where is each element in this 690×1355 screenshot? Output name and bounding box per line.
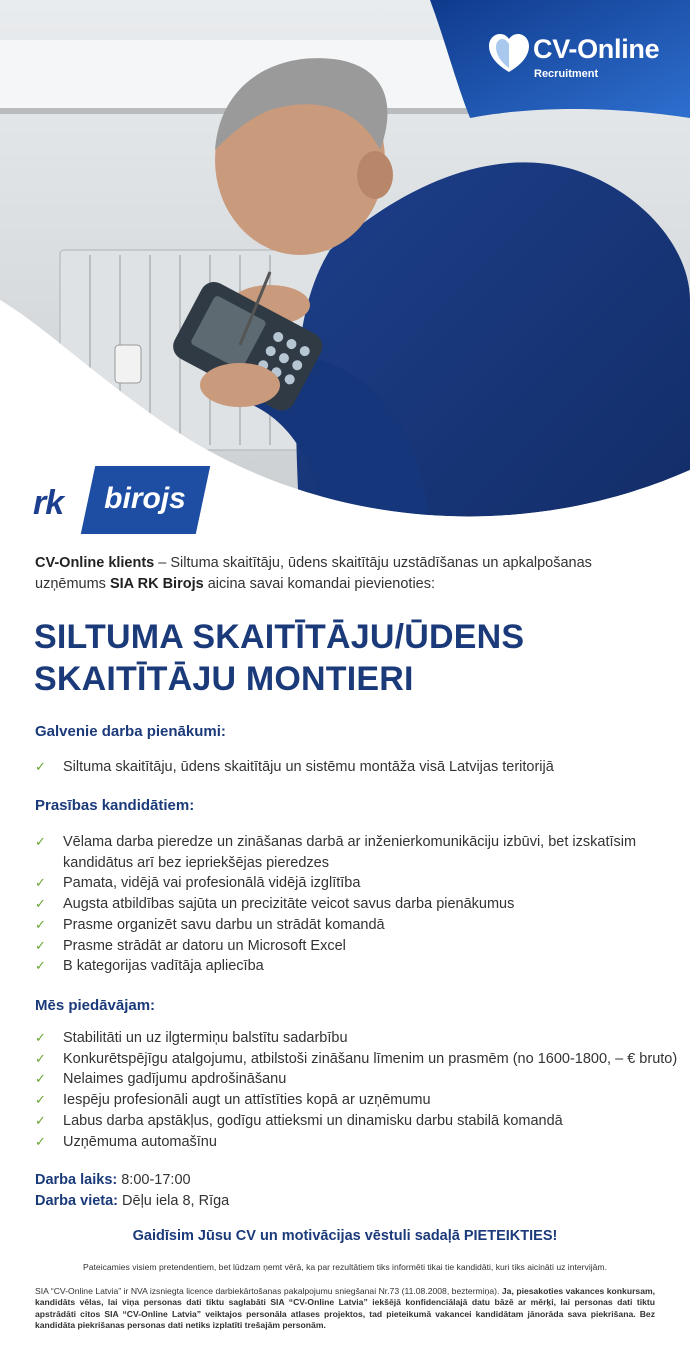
rk-birojs-logo xyxy=(33,466,203,534)
list-item: ✓ Labus darba apstākļus, godīgu attieksmi un dinamisku darbu stabilā komandā xyxy=(35,1111,680,1132)
check-icon: ✓ xyxy=(35,1071,46,1087)
list-item: ✓ Konkurētspējīgu atalgojumu, atbilstoši zināšanu līmenim un prasmēm (no 1600-1800, – € bruto) xyxy=(35,1049,680,1070)
job-title: SILTUMA SKAITĪTĀJU/ŪDENS SKAITĪTĀJU MONTIERI xyxy=(34,618,525,698)
list-item: ✓ B kategorijas vadītāja apliecība xyxy=(35,956,680,977)
list-item: ✓ Siltuma skaitītāju, ūdens skaitītāju un sistēmu montāža visā Latvijas teritorijā xyxy=(35,757,680,778)
duties-heading: Galvenie darba pienākumi: xyxy=(35,723,226,740)
cv-online-heart-icon xyxy=(487,32,531,76)
list-item: ✓ Stabilitāti un uz ilgtermiņu balstītu sadarbību xyxy=(35,1028,680,1049)
client-logo-prefix: rk xyxy=(33,484,64,522)
job-facts xyxy=(35,1170,229,1212)
requirements-list xyxy=(35,832,680,977)
legal-notice: SIA “CV-Online Latvia” ir NVA izsniegta licence darbiekārtošanas pakalpojumu sniegšanai Nr.73 (11.08.2008, beztermiņa). Ja, piesakoties vakances konkursam, kandidāts vēlas, lai viņa personas dati tiktu saglabāti SIA “CV-Online Latvia” iekšējā konfidenciālajā datu bāzē ar mērķi, lai personas dati tiktu apstrādāti citos SIA “CV-Online Latvia” veiktajos personāla atlases projektos, tad pieteikumā vakancei kandidātam jānorāda sava piekrišana. Bez kandidāta piekrišanas personas dati netiks izplatīti trešajām personām. xyxy=(35,1286,656,1331)
list-item: ✓ Nelaimes gadījumu apdrošināšanu xyxy=(35,1069,680,1090)
list-item: ✓ Vēlama darba pieredze un zināšanas darbā ar inženierkomunikāciju izbūvi, bet izskatīsim kandidātus arī bez iepriekšējas pieredzes xyxy=(35,834,637,871)
check-icon: ✓ xyxy=(35,1112,46,1128)
offer-list xyxy=(35,1028,680,1152)
check-icon: ✓ xyxy=(35,916,46,932)
list-item: ✓ Uzņēmuma automašīnu xyxy=(35,1132,680,1153)
client-logo-name: birojs xyxy=(104,482,186,515)
list-item: ✓ Pamata, vidējā vai profesionālā vidējā izglītība xyxy=(35,873,680,894)
work-place: Darba vieta: Dēļu iela 8, Rīga xyxy=(35,1193,230,1209)
duties-list xyxy=(35,757,680,778)
cv-online-logo xyxy=(487,30,667,90)
list-item: ✓ Prasme organizēt savu darbu un strādāt komandā xyxy=(35,915,680,936)
check-icon: ✓ xyxy=(35,937,46,953)
intro-tail: aicina savai komandai pievienoties: xyxy=(203,576,436,592)
check-icon: ✓ xyxy=(35,1133,46,1149)
check-icon: ✓ xyxy=(35,896,46,912)
intro-lead: CV-Online klients xyxy=(35,555,155,571)
check-icon: ✓ xyxy=(35,759,46,774)
check-icon: ✓ xyxy=(35,834,46,849)
apply-call-to-action: Gaidīsim Jūsu CV un motivācijas vēstuli sadaļā PIETEIKTIES! xyxy=(132,1228,558,1244)
work-hours: Darba laiks: 8:00-17:00 xyxy=(35,1172,191,1188)
list-item: ✓ Augsta atbildības sajūta un precizitāte veicot savus darba pienākumus xyxy=(35,894,680,915)
header-banner xyxy=(0,0,690,560)
check-icon: ✓ xyxy=(35,958,46,974)
list-item: ✓ Prasme strādāt ar datoru un Microsoft Excel xyxy=(35,936,680,957)
requirements-heading: Prasības kandidātiem: xyxy=(35,797,195,814)
offer-heading: Mēs piedāvājam: xyxy=(35,997,156,1014)
intro-company: SIA RK Birojs xyxy=(109,576,204,592)
brand-name: CV-Online xyxy=(533,34,660,64)
intro-lead-text: – Siltuma skaitītāju, ūdens skaitītāju uzstādīšanas un apkalpošanas uzņēmums xyxy=(35,555,592,592)
check-icon: ✓ xyxy=(35,875,46,891)
list-item: ✓ Iespēju profesionāli augt un attīstīties kopā ar uzņēmumu xyxy=(35,1090,680,1111)
intro-paragraph xyxy=(35,553,657,595)
brand-subtitle: Recruitment xyxy=(534,68,599,80)
check-icon: ✓ xyxy=(35,1050,46,1066)
thanks-note: Pateicamies visiem pretendentiem, bet lūdzam ņemt vērā, ka par rezultātiem tiks informēti tikai tie kandidāti, kuri tiks aicināti uz intervijām. xyxy=(83,1262,607,1272)
check-icon: ✓ xyxy=(35,1092,46,1108)
check-icon: ✓ xyxy=(35,1030,46,1045)
